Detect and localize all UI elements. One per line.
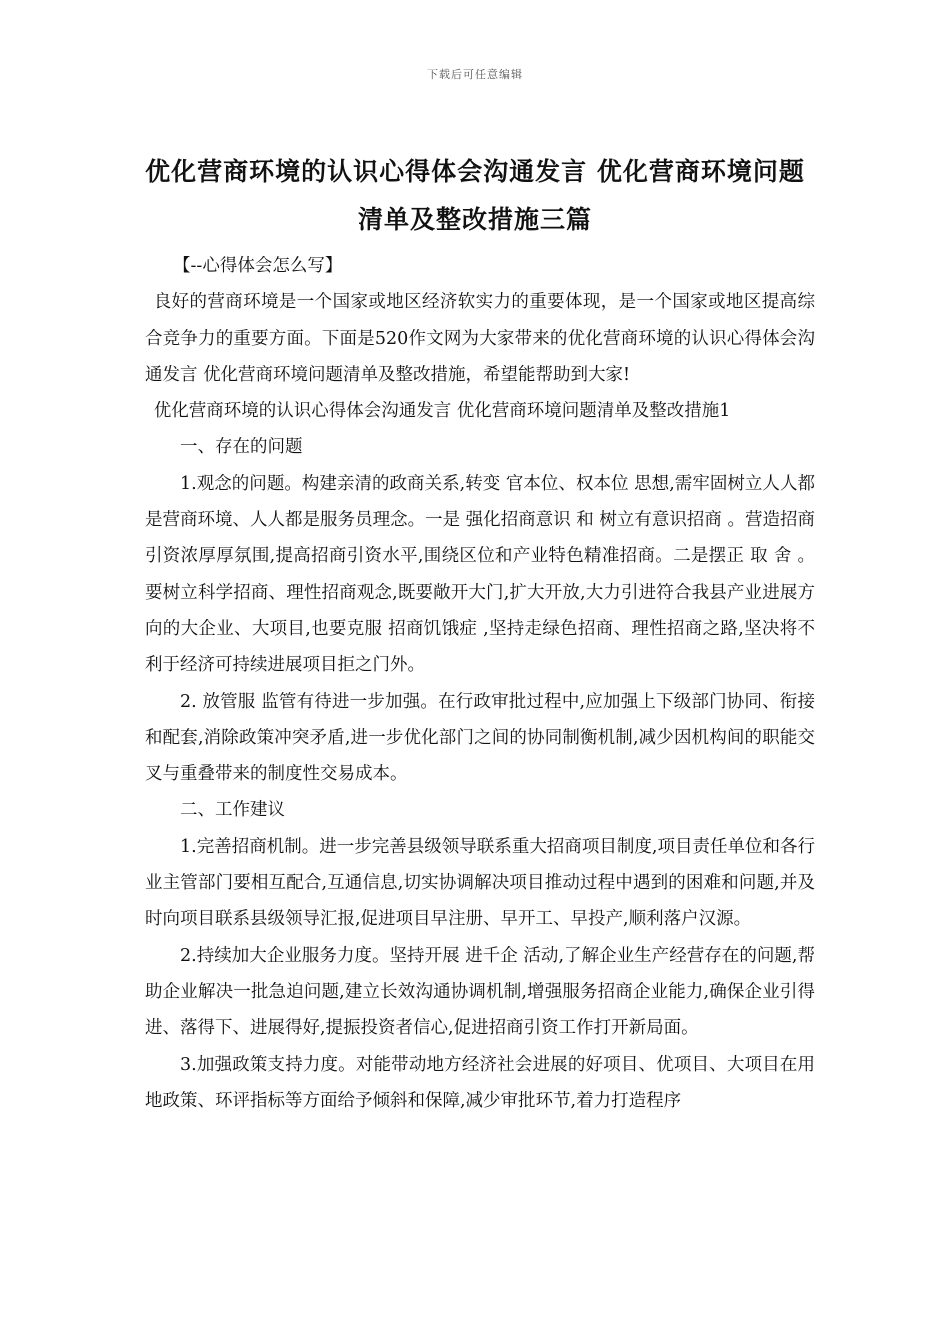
subtitle-paragraph: 优化营商环境的认识心得体会沟通发言 优化营商环境问题清单及整改措施1 bbox=[153, 401, 731, 422]
problem-1-paragraph: 1.观念的问题。构建亲清的政商关系,转变 官本位、权本位 思想,需牢固树立人人都是营商环境、人人都是服务员理念。一是 强化招商意识 和 树立有意识招商 。营造招商引资浓厚厚氛围,提高招商引资水平,围绕区位和产业特色精准招商。二是摆正 取 舍 。要树立科学招商、理性招商观念,既要敞开大门,扩大开放,大力引进符合我县产业进展方向的大企业、大项目,也要克服 招商饥饿症 ,坚持走绿色招商、理性招商之路,坚决将不利于经济可持续进展项目拒之门外。 bbox=[145, 473, 815, 676]
header-note: 下载后可任意编辑 bbox=[427, 68, 523, 81]
suggestion-1-paragraph: 1.完善招商机制。进一步完善县级领导联系重大招商项目制度,项目责任单位和各行业主管部门要相互配合,互通信息,切实协调解决项目推动过程中遇到的困难和问题,并及时向项目联系县级领导汇报,促进项目早注册、早开工、早投产,顺利落户汉源。 bbox=[145, 836, 815, 930]
heading-suggestions: 二、工作建议 bbox=[180, 800, 285, 821]
document-title-line-2: 清单及整改措施三篇 bbox=[357, 205, 592, 234]
document-title-line-1: 优化营商环境的认识心得体会沟通发言 优化营商环境问题 bbox=[145, 157, 805, 186]
problem-2-paragraph: 2. 放管服 监管有待进一步加强。在行政审批过程中,应加强上下级部门协同、衔接和配套,消除政策冲突矛盾,进一步优化部门之间的协同制衡机制,减少因机构间的职能交叉与重叠带来的制度性交易成本。 bbox=[145, 691, 815, 785]
suggestion-2-paragraph: 2.持续加大企业服务力度。坚持开展 进千企 活动,了解企业生产经营存在的问题,帮助企业解决一批急迫问题,建立长效沟通协调机制,增强服务招商企业能力,确保企业引得进、落得下、进展得好,提振投资者信心,促进招商引资工作打开新局面。 bbox=[145, 945, 815, 1039]
section-tag: 【--心得体会怎么写】 bbox=[173, 256, 343, 276]
document-body bbox=[145, 248, 815, 1119]
heading-problems: 一、存在的问题 bbox=[180, 437, 303, 458]
suggestion-3-paragraph: 3.加强政策支持力度。对能带动地方经济社会进展的好项目、优项目、大项目在用地政策、环评指标等方面给予倾斜和保障,减少审批环节,着力打造程序 bbox=[145, 1054, 815, 1111]
intro-paragraph: 良好的营商环境是一个国家或地区经济软实力的重要体现，是一个国家或地区提高综合竞争力的重要方面。下面是520作文网为大家带来的优化营商环境的认识心得体会沟通发言 优化营商环境问题清单及整改措施，希望能帮助到大家! bbox=[145, 292, 815, 385]
